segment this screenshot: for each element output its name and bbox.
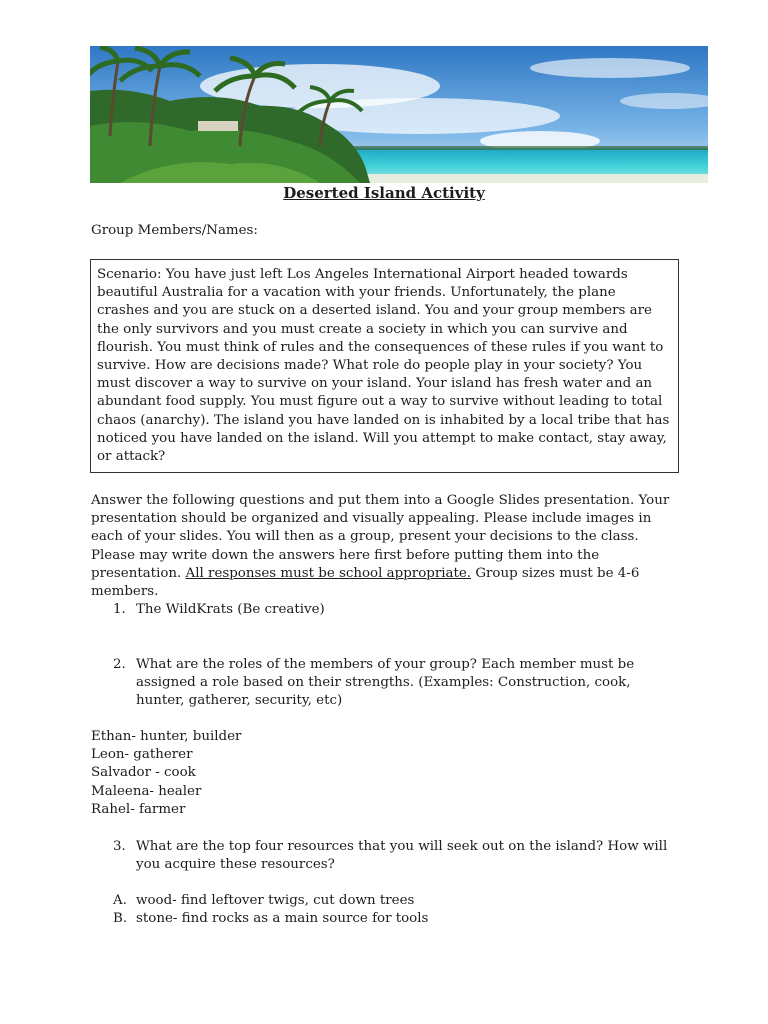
school-appropriate-note: All responses must be school appropriate. bbox=[185, 565, 472, 581]
resource-b bbox=[113, 910, 673, 928]
role-entry: Salvador - cook bbox=[91, 765, 196, 781]
scenario-box: Scenario: You have just left Los Angeles International Airport headed towards beautiful Australia for a vacation with your friends. Unfortunately, the plane crashes and you are stuck on a deserted island. You and your group members are the only survivors and you must create a society in which you can survive and flourish. You must think of rules and the consequences of these rules if you want to survive. How are decisions made? What role do people play in your society? You must discover a way to survive on your island. Your island has fresh water and an abundant food supply. You must figure out a way to survive without leading to total chaos (anarchy). The island you have landed on is inhabited by a local tribe that has noticed you have landed on the island. Will you attempt to make contact, stay away, or attack? bbox=[90, 259, 679, 473]
group-members-label: Group Members/Names: bbox=[91, 223, 258, 238]
instructions-text: Answer the following questions and put them into a Google Slides presentation. Your presentation should be organized and visually appealing. Please include images in each of your slides. You will then as a group, present your decisions to the class. Please may write down the answers here first before putting them into the presentation. bbox=[91, 493, 670, 581]
group-size-note: Group sizes must be 4-6 members. bbox=[91, 565, 640, 600]
question-text: What are the roles of the members of your group? Each member must be assigned a role based on their strengths. (Examples: Construction, cook, hunter, gatherer, security, etc) bbox=[136, 657, 635, 709]
question-number: 2. bbox=[113, 657, 126, 672]
tropical-island-banner-image bbox=[90, 46, 708, 183]
role-entry: Ethan- hunter, builder bbox=[91, 729, 242, 744]
roles-answer-list bbox=[91, 728, 241, 819]
resource-text: stone- find rocks as a main source for tools bbox=[136, 911, 429, 926]
resource-a bbox=[113, 892, 673, 910]
instructions-paragraph bbox=[91, 492, 681, 601]
role-entry: Leon- gatherer bbox=[91, 747, 193, 763]
resource-label: A. bbox=[113, 893, 127, 908]
question-number: 3. bbox=[113, 839, 126, 854]
role-entry: Maleena- healer bbox=[91, 783, 202, 799]
question-text: What are the top four resources that you will seek out on the island? How will you acquire these resources? bbox=[136, 839, 668, 873]
resource-label: B. bbox=[113, 911, 128, 926]
role-entry: Rahel- farmer bbox=[91, 801, 186, 817]
resource-text: wood- find leftover twigs, cut down trees bbox=[136, 893, 415, 908]
question-3 bbox=[113, 838, 683, 874]
question-text: The WildKrats (Be creative) bbox=[136, 602, 325, 617]
question-number: 1. bbox=[113, 602, 126, 617]
document-title: Deserted Island Activity bbox=[283, 184, 485, 202]
question-1 bbox=[113, 601, 683, 619]
question-2 bbox=[113, 656, 683, 711]
